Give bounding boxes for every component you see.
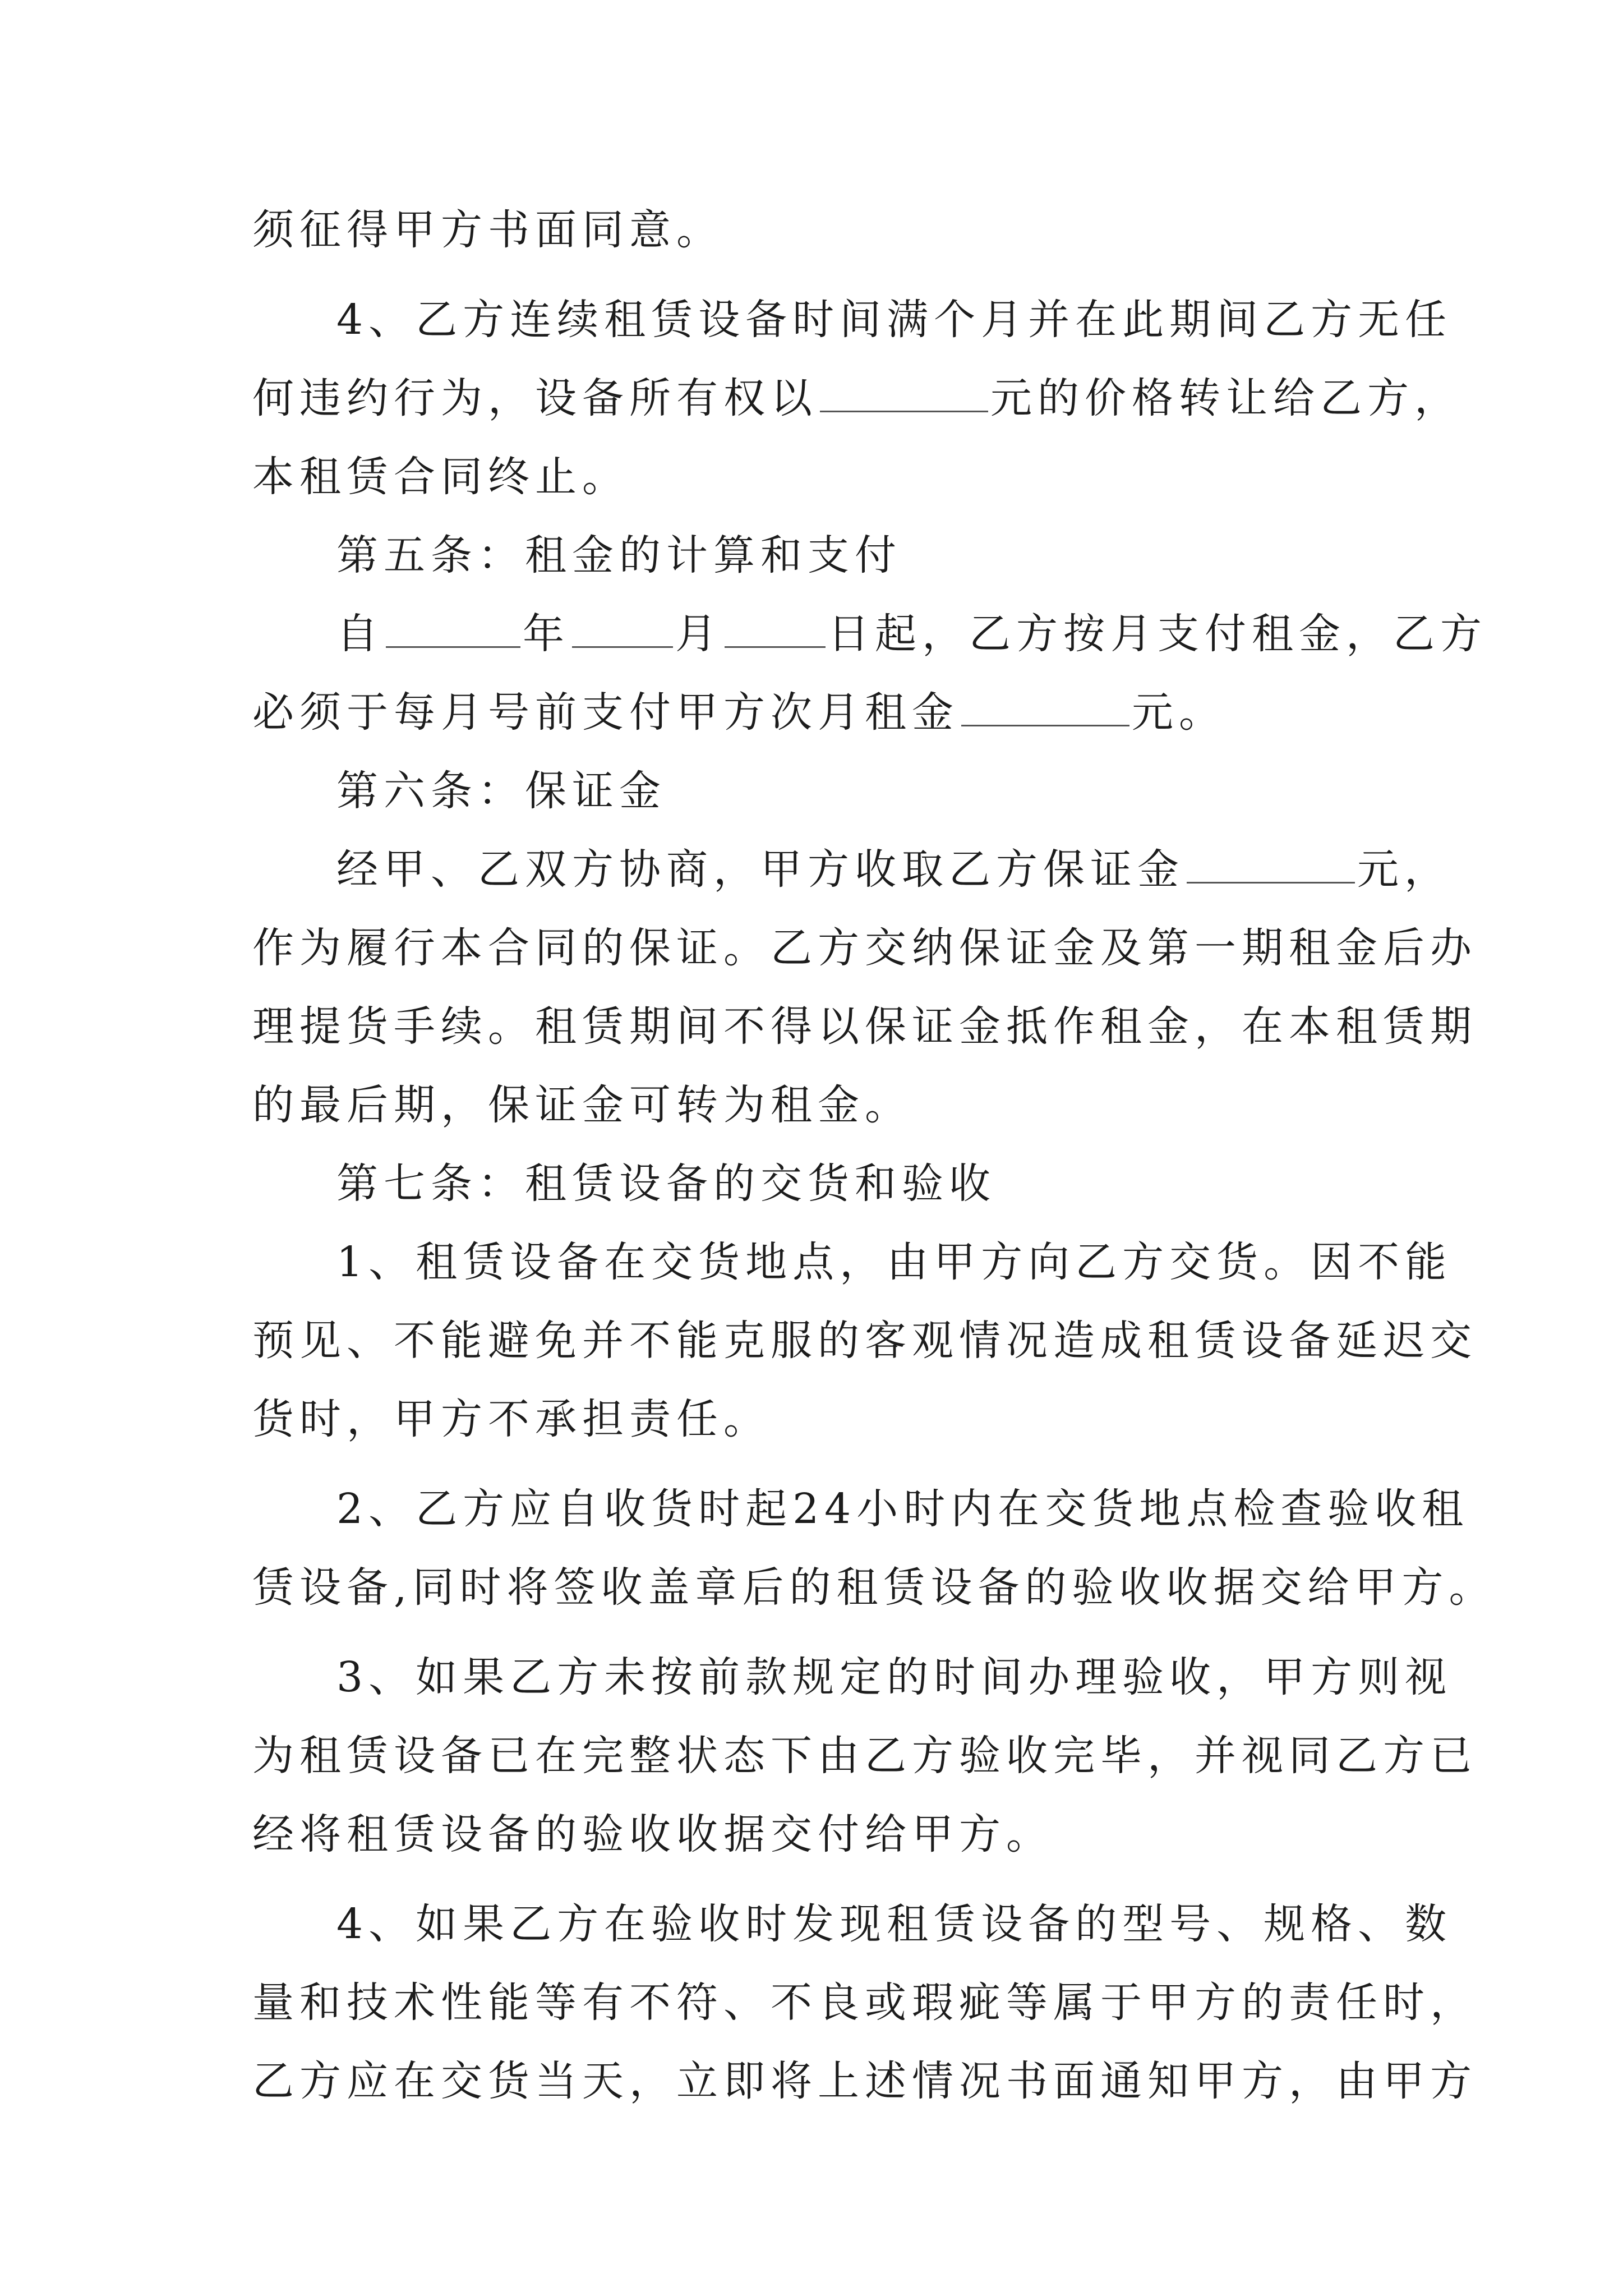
text-line: [252, 1725, 1477, 1787]
text-line: [252, 367, 1461, 429]
text-run: 3、如果乙方未按前款规定的时间办理验收，甲方则视: [336, 1653, 1453, 1701]
text-line: [252, 199, 723, 261]
text-line: [252, 996, 1477, 1057]
text-line: [252, 1388, 771, 1450]
text-run: 的最后期，保证金可转为租金。: [252, 1081, 912, 1129]
text-line: [336, 1893, 1452, 1955]
text-run: 货时，甲方不承担责任。: [252, 1395, 771, 1443]
text-run: 为租赁设备已在完整状态下由乙方验收完毕，并视同乙方已: [252, 1732, 1477, 1780]
text-run: 何违约行为，设备所有权以: [252, 374, 818, 422]
fill-in-blank: [572, 613, 673, 648]
fill-in-blank: [961, 691, 1129, 726]
text-line: [252, 682, 1226, 743]
text-run: 月: [675, 610, 722, 658]
text-line: [336, 1646, 1452, 1708]
text-run: 元。: [1132, 688, 1226, 737]
text-run: 量和技术性能等有不符、不良或瑕疵等属于甲方的责任时，: [252, 1978, 1477, 2027]
text-run: 4、乙方连续租赁设备时间满个月并在此期间乙方无任: [336, 296, 1453, 344]
text-line: [252, 1310, 1477, 1372]
text-run: 必须于每月号前支付甲方次月租金: [252, 688, 959, 737]
section-heading: [336, 1153, 996, 1214]
text-run: 理提货手续。租赁期间不得以保证金抵作租金，在本租赁期: [252, 1002, 1477, 1051]
text-run: 4、如果乙方在验收时发现租赁设备的型号、规格、数: [336, 1900, 1453, 1948]
text-line: [252, 1074, 912, 1136]
text-run: 须征得甲方书面同意。: [252, 206, 723, 254]
text-run: 本租赁合同终止。: [252, 453, 629, 501]
text-line: [252, 2050, 1477, 2112]
text-run: 元，: [1357, 845, 1451, 894]
section-heading: [336, 524, 902, 586]
text-line: [336, 1478, 1469, 1540]
text-run: 作为履行本合同的保证。乙方交纳保证金及第一期租金后办: [252, 924, 1477, 972]
fill-in-blank: [1187, 848, 1355, 884]
text-run: 第六条：保证金: [336, 767, 666, 815]
text-run: 年: [523, 610, 570, 658]
text-line: [336, 289, 1452, 351]
text-run: 第七条：租赁设备的交货和验收: [336, 1159, 996, 1208]
text-run: 经将租赁设备的验收收据交付给甲方。: [252, 1810, 1053, 1858]
fill-in-blank: [386, 613, 520, 648]
text-run: 元的价格转让给乙方，: [990, 374, 1461, 422]
text-run: 赁设备,同时将签收盖章后的租赁设备的验收收据交给甲方。: [252, 1563, 1496, 1612]
text-line: [252, 1803, 1053, 1865]
text-run: 第五条：租金的计算和支付: [336, 531, 902, 579]
text-line: [252, 1972, 1477, 2033]
text-run: 预见、不能避免并不能克服的客观情况造成租赁设备延迟交: [252, 1317, 1477, 1365]
text-run: 自: [336, 610, 384, 658]
text-run: 2、乙方应自收货时起24小时内在交货地点检查验收租: [336, 1485, 1469, 1533]
text-run: 日起，乙方按月支付租金，乙方: [828, 610, 1487, 658]
text-line: [252, 446, 629, 508]
fill-in-blank: [725, 613, 826, 648]
text-line: [336, 1231, 1452, 1293]
fill-in-blank: [820, 377, 988, 412]
text-run: 经甲、乙双方协商，甲方收取乙方保证金: [336, 845, 1184, 894]
text-line: [252, 917, 1477, 979]
text-line: [336, 839, 1451, 900]
text-line: [252, 1557, 1496, 1618]
section-heading: [336, 760, 666, 822]
text-run: 乙方应在交货当天，立即将上述情况书面通知甲方，由甲方: [252, 2057, 1477, 2105]
text-line: [336, 603, 1487, 665]
text-run: 1、租赁设备在交货地点，由甲方向乙方交货。因不能: [336, 1238, 1453, 1286]
